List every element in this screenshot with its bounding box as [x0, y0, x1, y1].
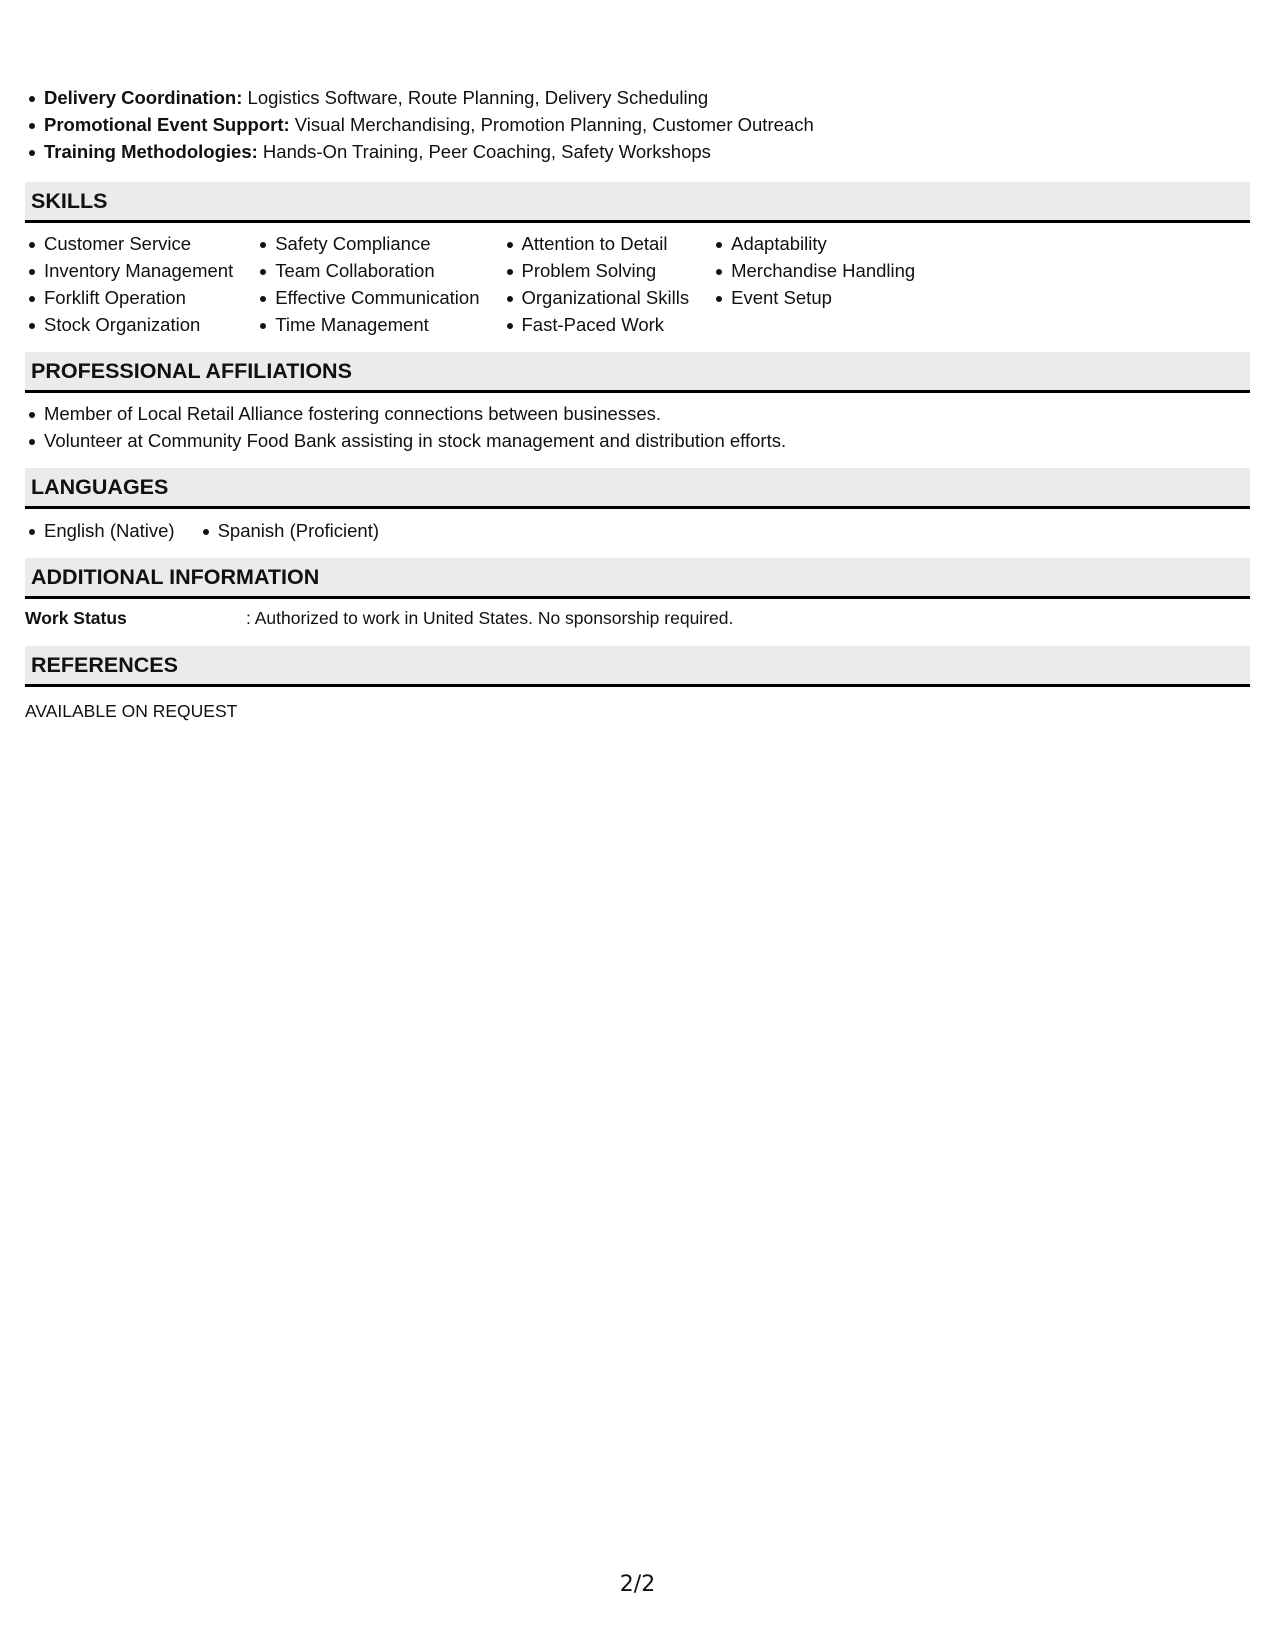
skill-item: Merchandise Handling — [712, 257, 915, 284]
affiliations-list — [25, 400, 1250, 454]
skill-item: Adaptability — [712, 230, 915, 257]
skill-group-item — [25, 138, 1250, 165]
skills-grid — [25, 230, 1250, 338]
affiliations-heading: PROFESSIONAL AFFILIATIONS — [25, 352, 1250, 393]
skills-column — [712, 230, 915, 338]
language-item: English (Native) — [25, 517, 175, 544]
skill-group-label: Training Methodologies: — [44, 141, 258, 162]
skills-section — [25, 182, 1250, 338]
skill-item: Effective Communication — [256, 284, 479, 311]
skill-group-label: Promotional Event Support: — [44, 114, 290, 135]
skill-item: Event Setup — [712, 284, 915, 311]
skill-group-item — [25, 84, 1250, 111]
skill-group-value: Logistics Software, Route Planning, Delivery Scheduling — [242, 87, 709, 108]
resume-page — [25, 75, 1250, 723]
skill-group-list — [25, 84, 1250, 165]
skill-item: Customer Service — [25, 230, 233, 257]
skill-group-label: Delivery Coordination: — [44, 87, 243, 108]
additional-info-section — [25, 558, 1250, 630]
page-number: 2/2 — [619, 1572, 656, 1597]
references-heading: REFERENCES — [25, 646, 1250, 687]
skill-group-value: Visual Merchandising, Promotion Planning, Customer Outreach — [289, 114, 814, 135]
affiliation-item: Volunteer at Community Food Bank assisting in stock management and distribution efforts. — [25, 427, 1250, 454]
skill-item: Inventory Management — [25, 257, 233, 284]
skills-column — [25, 230, 233, 338]
languages-section — [25, 468, 1250, 544]
skill-item: Time Management — [256, 311, 479, 338]
skill-item: Fast-Paced Work — [503, 311, 690, 338]
references-text: AVAILABLE ON REQUEST — [25, 701, 238, 721]
work-status-row — [25, 606, 1250, 630]
references-section — [25, 646, 1250, 723]
skills-heading: SKILLS — [25, 182, 1250, 223]
affiliation-item: Member of Local Retail Alliance fostering connections between businesses. — [25, 400, 1250, 427]
language-item: Spanish (Proficient) — [199, 517, 379, 544]
work-status-value: : Authorized to work in United States. No sponsorship required. — [246, 608, 734, 628]
work-status-label: Work Status — [25, 608, 127, 628]
skill-item: Forklift Operation — [25, 284, 233, 311]
skill-group-value: Hands-On Training, Peer Coaching, Safety Workshops — [257, 141, 711, 162]
skill-item: Problem Solving — [503, 257, 690, 284]
skill-item: Stock Organization — [25, 311, 233, 338]
languages-list — [25, 517, 1250, 544]
skills-column — [256, 230, 479, 338]
skill-item: Organizational Skills — [503, 284, 690, 311]
affiliations-section — [25, 352, 1250, 454]
skill-item: Attention to Detail — [503, 230, 690, 257]
skill-group-item — [25, 111, 1250, 138]
languages-heading: LANGUAGES — [25, 468, 1250, 509]
skills-column — [503, 230, 690, 338]
skill-item: Safety Compliance — [256, 230, 479, 257]
additional-info-heading: ADDITIONAL INFORMATION — [25, 558, 1250, 599]
skill-item: Team Collaboration — [256, 257, 479, 284]
